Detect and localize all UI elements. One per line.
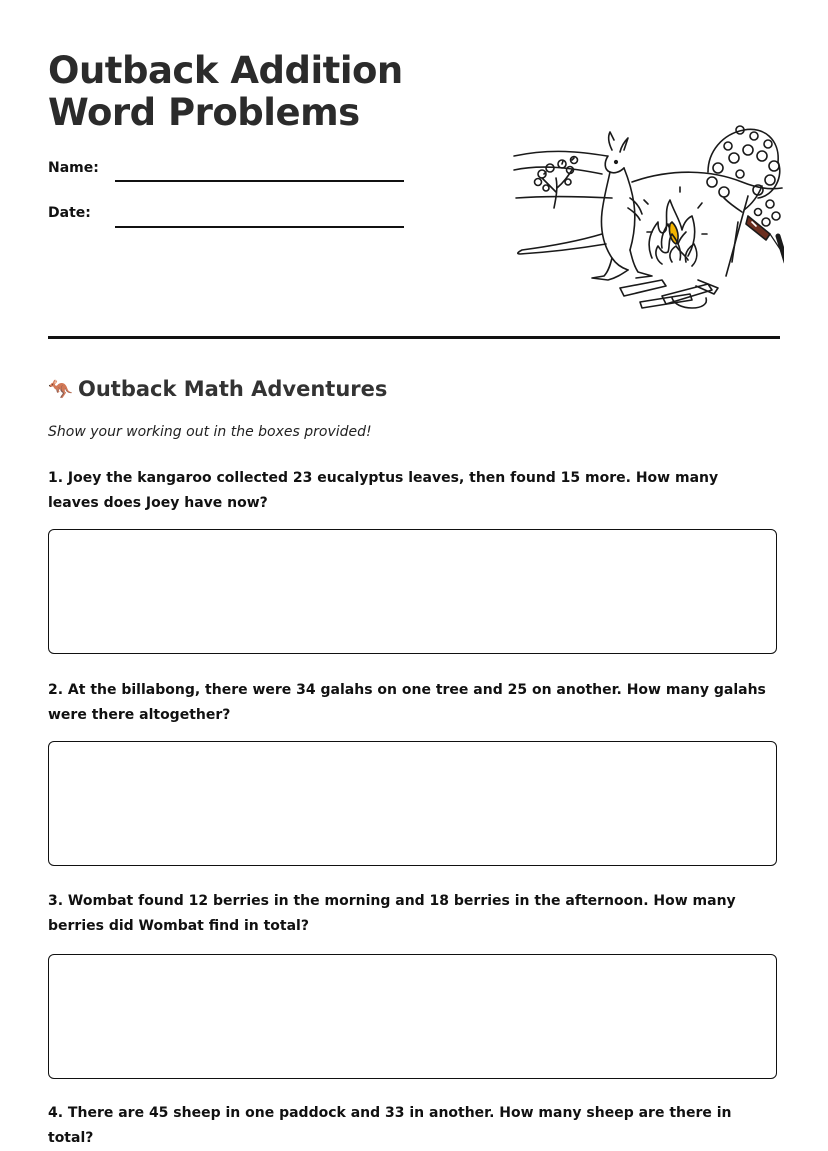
question-4: 4. There are 45 sheep in one paddock and 33 in another. How many sheep are there in total? <box>48 1105 732 1146</box>
date-label: Date: <box>48 205 91 221</box>
section-heading <box>48 373 387 405</box>
kangaroo-icon: 🦘 <box>48 377 73 401</box>
question-2: 2. At the billabong, there were 34 galahs on one tree and 25 on another. How many galahs were there altogether? <box>48 682 766 723</box>
date-line[interactable] <box>115 226 404 228</box>
worksheet-page <box>48 0 780 1146</box>
name-label: Name: <box>48 160 99 176</box>
worksheet-title: Outback Addition Word Problems <box>48 49 403 134</box>
question-3: 3. Wombat found 12 berries in the morning and 18 berries in the afternoon. How many berries did Wombat find in total? <box>48 893 736 934</box>
name-line[interactable] <box>115 180 404 182</box>
question-1: 1. Joey the kangaroo collected 23 eucalyptus leaves, then found 15 more. How many leaves does Joey have now? <box>48 470 719 511</box>
instructions-text: Show your working out in the boxes provided! <box>48 424 372 440</box>
answer-box-2[interactable] <box>48 741 777 866</box>
header-divider <box>48 336 780 339</box>
answer-box-3[interactable] <box>48 954 777 1079</box>
section-title: Outback Math Adventures <box>78 377 388 401</box>
answer-box-1[interactable] <box>48 529 777 654</box>
kangaroo-campfire-illustration <box>512 112 784 318</box>
